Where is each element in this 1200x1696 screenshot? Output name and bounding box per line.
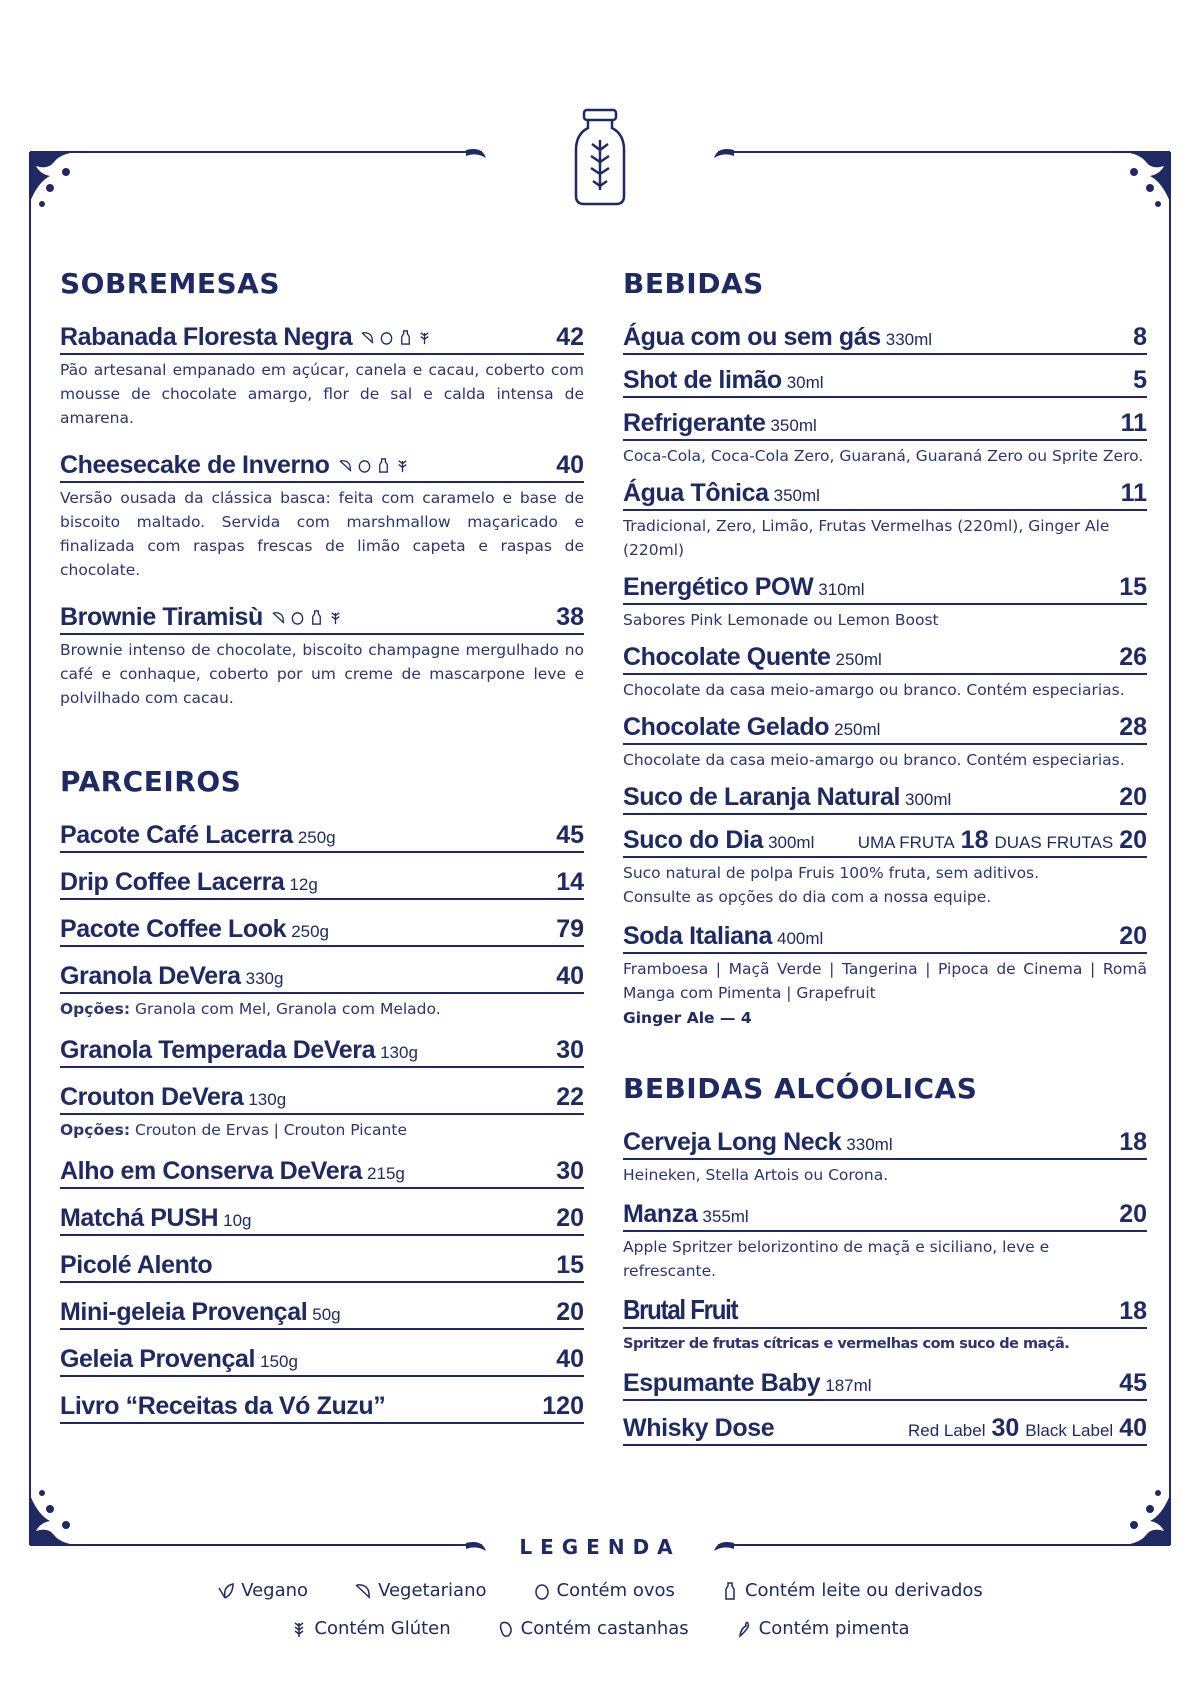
legend-item-castanhas xyxy=(497,1618,689,1639)
price-options xyxy=(858,826,1147,855)
section-title-bebidas: BEBIDAS xyxy=(623,267,764,300)
menu-item xyxy=(60,322,584,430)
item-description: Chocolate da casa meio-amargo ou branco. Contém especiarias. xyxy=(623,751,1125,769)
item-name: Crouton DeVera xyxy=(60,1083,244,1111)
price-option-label: Red Label xyxy=(907,1421,986,1440)
menu-item-brutal-fruit xyxy=(623,1295,1147,1356)
menu-item xyxy=(623,712,1147,772)
legend-label: Vegano xyxy=(241,1580,309,1601)
item-price: 26 xyxy=(1119,643,1147,671)
item-size: 10g xyxy=(223,1211,252,1230)
egg-icon xyxy=(533,1582,551,1600)
section-title-parceiros: PARCEIROS xyxy=(60,765,242,798)
item-price: 30 xyxy=(556,1036,584,1064)
item-name: Brownie Tiramisù xyxy=(60,603,263,631)
item-size: 215g xyxy=(367,1164,405,1183)
item-price: 5 xyxy=(1133,366,1147,394)
item-description: Tradicional, Zero, Limão, Frutas Vermelhas (220ml), Ginger Ale (220ml) xyxy=(623,517,1110,559)
item-name: Suco do Dia xyxy=(623,826,764,854)
legend-label: Contém ovos xyxy=(556,1580,675,1601)
milk-icon xyxy=(721,1582,739,1600)
item-size: 30ml xyxy=(786,373,824,392)
item-size: 250g xyxy=(297,828,336,847)
menu-item xyxy=(60,1391,584,1424)
item-name: Chocolate Quente xyxy=(623,643,831,671)
milk-icon xyxy=(376,458,391,473)
jar-logo-icon xyxy=(576,110,624,204)
menu-item xyxy=(623,408,1147,468)
item-name: Rabanada Floresta Negra xyxy=(60,323,353,351)
bebidas-list xyxy=(623,322,1147,815)
menu-item xyxy=(60,1250,584,1283)
item-name: Whisky Dose xyxy=(623,1414,775,1442)
item-size: 130g xyxy=(248,1090,287,1109)
item-size: 330ml xyxy=(846,1135,893,1154)
item-price: 18 xyxy=(1119,1297,1147,1325)
item-name: Geleia Provençal xyxy=(60,1345,256,1373)
legend-item-vegano xyxy=(217,1580,308,1601)
item-size: 300ml xyxy=(905,790,952,809)
options-label: Opções: xyxy=(60,1000,131,1018)
section-title-sobremesas: SOBREMESAS xyxy=(60,267,280,300)
item-size: 355ml xyxy=(702,1207,749,1226)
price-option-value: 20 xyxy=(1119,826,1147,854)
gluten-icon xyxy=(395,458,410,473)
menu-item-whisky xyxy=(623,1413,1147,1446)
item-description: Coca-Cola, Coca-Cola Zero, Guaraná, Guaraná Zero ou Sprite Zero. xyxy=(623,447,1144,465)
legend-label: Contém pimenta xyxy=(758,1618,910,1639)
milk-icon xyxy=(398,330,413,345)
item-name: Suco de Laranja Natural xyxy=(623,783,900,811)
item-name: Chocolate Gelado xyxy=(623,713,830,741)
section-title-alcoolicas: BEBIDAS ALCÓOLICAS xyxy=(623,1072,978,1105)
parceiros-list xyxy=(60,820,584,1424)
menu-item xyxy=(60,914,584,947)
legend-row xyxy=(0,1580,1200,1601)
alcoolicas-list xyxy=(623,1127,1147,1283)
item-price: 40 xyxy=(556,451,584,479)
price-option-label: UMA FRUTA xyxy=(857,833,955,852)
egg-icon xyxy=(357,458,372,473)
menu-item xyxy=(623,1127,1147,1187)
egg-icon xyxy=(290,610,305,625)
item-name: Brutal Fruit xyxy=(623,1294,738,1325)
item-price: 120 xyxy=(542,1392,584,1420)
options-label: Opções: xyxy=(60,1121,131,1139)
item-extra: Ginger Ale — 4 xyxy=(623,1009,752,1027)
item-size: 350ml xyxy=(773,486,820,505)
item-description: Framboesa | Maçã Verde | Tangerina | Pipoca de Cinema | Romã Manga com Pimenta | Grapefruit xyxy=(623,960,1147,1002)
item-price: 30 xyxy=(556,1157,584,1185)
item-name: Pacote Café Lacerra xyxy=(60,821,293,849)
item-size: 310ml xyxy=(818,580,865,599)
item-name: Espumante Baby xyxy=(623,1369,821,1397)
item-size: 250ml xyxy=(834,720,881,739)
legend-item-leite xyxy=(721,1580,983,1601)
item-size: 150g xyxy=(260,1352,298,1371)
item-size: 12g xyxy=(289,875,318,894)
menu-item-suco-do-dia xyxy=(623,825,1147,909)
item-name: Água com ou sem gás xyxy=(623,323,881,351)
gluten-icon xyxy=(417,330,432,345)
item-price: 22 xyxy=(556,1083,584,1111)
vegan-icon xyxy=(217,1582,235,1600)
item-price: 20 xyxy=(556,1298,584,1326)
item-price: 18 xyxy=(1119,1128,1147,1156)
item-size: 300ml xyxy=(768,833,815,852)
item-description: Chocolate da casa meio-amargo ou branco. Contém especiarias. xyxy=(623,681,1125,699)
vegetarian-icon xyxy=(338,458,353,473)
item-description: Pão artesanal empanado em açúcar, canela e cacau, coberto com mousse de chocolate amargo, flor de sal e calda intensa de amarena. xyxy=(60,361,584,427)
item-price: 15 xyxy=(556,1251,584,1279)
price-option-label: DUAS FRUTAS xyxy=(994,833,1114,852)
item-price: 45 xyxy=(1119,1369,1147,1397)
diet-icons xyxy=(360,330,432,345)
item-price: 45 xyxy=(556,821,584,849)
vegetarian-icon xyxy=(271,610,286,625)
menu-item xyxy=(60,602,584,710)
diet-icons xyxy=(338,458,410,473)
menu-item xyxy=(60,1297,584,1330)
price-option-value: 40 xyxy=(1119,1414,1147,1442)
legend-label: Contém castanhas xyxy=(520,1618,689,1639)
menu-item xyxy=(60,820,584,853)
egg-icon xyxy=(379,330,394,345)
item-name: Refrigerante xyxy=(623,409,766,437)
item-name: Picolé Alento xyxy=(60,1251,213,1279)
item-price: 79 xyxy=(556,915,584,943)
item-price: 40 xyxy=(556,1345,584,1373)
options-text: Crouton de Ervas | Crouton Picante xyxy=(130,1121,407,1139)
item-name: Manza xyxy=(623,1200,698,1228)
item-size: 350ml xyxy=(770,416,817,435)
item-size: 400ml xyxy=(777,929,824,948)
item-size: 187ml xyxy=(825,1376,872,1395)
legend-row xyxy=(0,1618,1200,1639)
legend-item-gluten xyxy=(290,1618,450,1639)
gluten-icon xyxy=(290,1620,308,1638)
item-price: 14 xyxy=(556,868,584,896)
vegetarian-icon xyxy=(360,330,375,345)
item-size: 250g xyxy=(291,922,330,941)
menu-item xyxy=(60,450,584,582)
item-name: Granola Temperada DeVera xyxy=(60,1036,376,1064)
price-option-label: Black Label xyxy=(1025,1421,1114,1440)
item-description: Versão ousada da clássica basca: feita com caramelo e base de biscoito maltado. Servida com marshmallow maçaricado e finalizada com raspas frescas de limão capeta e raspas de chocolate. xyxy=(60,489,584,579)
item-description-line: Suco natural de polpa Fruis 100% fruta, sem aditivos. xyxy=(623,864,1040,882)
item-price: 8 xyxy=(1133,323,1147,351)
item-name: Soda Italiana xyxy=(623,922,773,950)
item-name: Alho em Conserva DeVera xyxy=(60,1157,363,1185)
pepper-icon xyxy=(735,1620,753,1638)
price-option-value: 18 xyxy=(960,826,989,854)
item-name: Cerveja Long Neck xyxy=(623,1128,842,1156)
left-column xyxy=(60,268,584,1438)
item-name: Matchá PUSH xyxy=(60,1204,219,1232)
legend-label: Vegetariano xyxy=(378,1580,487,1601)
menu-item xyxy=(623,782,1147,815)
milk-icon xyxy=(309,610,324,625)
item-price: 11 xyxy=(1120,409,1147,437)
menu-item xyxy=(623,1199,1147,1283)
legend-label: Contém Glúten xyxy=(314,1618,451,1639)
item-description: Heineken, Stella Artois ou Corona. xyxy=(623,1166,889,1184)
item-size: 330ml xyxy=(885,330,933,349)
item-size: 130g xyxy=(380,1043,418,1062)
item-description: Brownie intenso de chocolate, biscoito champagne mergulhado no café e conhaque, coberto por um creme de mascarpone leve e polvilhado com cacau. xyxy=(60,641,584,707)
item-name: Livro “Receitas da Vó Zuzu” xyxy=(60,1392,386,1420)
menu-item xyxy=(60,1344,584,1377)
legend-item-pimenta xyxy=(735,1618,910,1639)
menu-item xyxy=(623,572,1147,632)
item-price: 42 xyxy=(556,323,584,351)
item-name: Pacote Coffee Look xyxy=(60,915,287,943)
item-price: 40 xyxy=(556,962,584,990)
item-price: 20 xyxy=(1119,1200,1147,1228)
item-price: 20 xyxy=(1119,922,1147,950)
item-options xyxy=(60,997,584,1021)
options-text: Granola com Mel, Granola com Melado. xyxy=(130,1000,441,1018)
gluten-icon xyxy=(328,610,343,625)
menu-item xyxy=(623,478,1147,562)
item-name: Mini-geleia Provençal xyxy=(60,1298,308,1326)
item-price: 38 xyxy=(556,603,584,631)
nut-icon xyxy=(497,1620,515,1638)
diet-icons xyxy=(271,610,343,625)
item-size: 250ml xyxy=(835,650,882,669)
item-name: Energético POW xyxy=(623,573,814,601)
item-size: 50g xyxy=(312,1305,341,1324)
menu-item-espumante xyxy=(623,1368,1147,1401)
item-name: Shot de limão xyxy=(623,366,782,394)
menu-item xyxy=(60,1082,584,1142)
item-description: Spritzer de frutas cítricas e vermelhas com suco de maçã. xyxy=(623,1336,1070,1352)
menu-item xyxy=(60,961,584,1021)
item-name: Cheesecake de Inverno xyxy=(60,451,330,479)
item-description xyxy=(623,861,1147,909)
legend-item-vegetariano xyxy=(354,1580,486,1601)
item-price: 15 xyxy=(1119,573,1147,601)
menu-item-soda-italiana xyxy=(623,921,1147,1027)
legend-item-ovos xyxy=(533,1580,675,1601)
item-description-line: Consulte as opções do dia com a nossa equipe. xyxy=(623,888,992,906)
item-price: 20 xyxy=(1119,783,1147,811)
menu-item xyxy=(60,1203,584,1236)
menu-item xyxy=(623,365,1147,398)
menu-item xyxy=(623,322,1147,355)
menu-item xyxy=(60,1156,584,1189)
legend-title: LEGENDA xyxy=(519,1535,681,1559)
item-description: Apple Spritzer belorizontino de maçã e siciliano, leve e refrescante. xyxy=(623,1238,1050,1280)
item-price: 11 xyxy=(1120,479,1147,507)
right-column xyxy=(623,268,1147,1458)
price-options xyxy=(908,1414,1147,1443)
item-name: Drip Coffee Lacerra xyxy=(60,868,285,896)
item-price: 28 xyxy=(1119,713,1147,741)
item-size: 330g xyxy=(245,969,284,988)
vegetarian-icon xyxy=(354,1582,372,1600)
item-description: Sabores Pink Lemonade ou Lemon Boost xyxy=(623,611,939,629)
legend-label: Contém leite ou derivados xyxy=(744,1580,983,1601)
item-price: 20 xyxy=(556,1204,584,1232)
item-name: Água Tônica xyxy=(623,479,769,507)
menu-item xyxy=(60,1035,584,1068)
price-option-value: 30 xyxy=(991,1414,1020,1442)
menu-item xyxy=(623,642,1147,702)
item-options xyxy=(60,1118,584,1142)
menu-item xyxy=(60,867,584,900)
item-name: Granola DeVera xyxy=(60,962,241,990)
